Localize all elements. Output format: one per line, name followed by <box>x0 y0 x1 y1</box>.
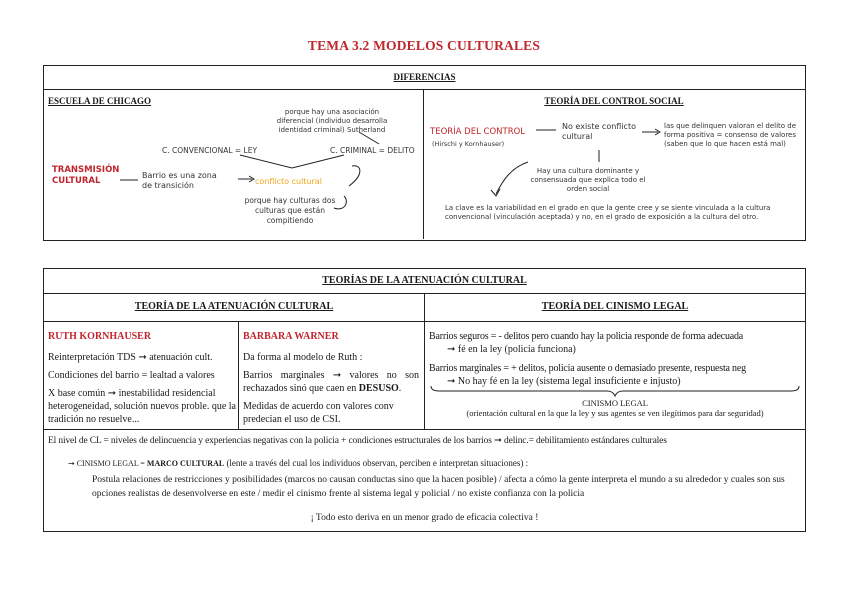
conflicto-label: conflicto cultural <box>255 177 322 186</box>
cinismo-line-3: Barrios marginales = + delitos, policia ausente o demasiado presente, respuesta neg <box>429 363 746 374</box>
marco-prefix: ➞ CINISMO LEGAL = <box>68 459 147 468</box>
cinismo-line-1: Barrios seguros = - delitos pero cuando hay la policia responde de forma adecuada <box>429 331 744 342</box>
association-connector <box>359 132 379 144</box>
no-existe-label: No existe conflicto cultural <box>562 122 636 141</box>
diferencias-heading: DIFERENCIAS <box>393 72 456 82</box>
barbara-cell <box>243 330 419 431</box>
cultura-dominante-label: Hay una cultura dominante y consensuada que explica todo el orden social <box>530 167 646 193</box>
cinismo-brace <box>425 384 805 398</box>
cinismo-cell <box>429 330 803 388</box>
chicago-arrows <box>44 90 424 240</box>
criminal-label: C. CRIMINAL = DELITO <box>330 146 415 155</box>
barrio-label: Barrio es una zona de transición <box>142 171 217 190</box>
barbara-point-2-text: Barrios marginales ➞ valores no son rechazados sinó que caen en <box>243 370 419 394</box>
barbara-point-2-end: . <box>398 383 402 394</box>
ruth-point-3: X base común ➞ inestabilidad residencial heterogeneidad, solución nuevos proble. que la tradición no resuelve... <box>48 388 236 425</box>
culturas-note: porque hay culturas dos culturas que están compitiendo <box>244 196 336 225</box>
cinismo-note: (orientación cultural en la que la ley y sus agentes se ven ilegítimos para dar seguridad) <box>466 408 764 418</box>
desuso-text: DESUSO <box>358 383 399 394</box>
marco-rest: (lente a través del cual los individuos observan, perciben e interpretan situaciones) : <box>224 458 529 468</box>
control-arrows <box>424 90 804 240</box>
curve-arrow-bottom <box>334 196 346 209</box>
marco-bold: MARCO CULTURAL <box>146 459 225 468</box>
curve-arrowhead <box>491 189 500 196</box>
cinismo-label: CINISMO LEGAL <box>582 398 648 408</box>
conclusion-text: ¡ Todo esto deriva en un menor grado de eficacia colectiva ! <box>310 513 539 523</box>
cinismo-line-4: ➞ No hay fé en la ley (sistema legal insuficiente e injusto) <box>447 376 681 387</box>
ley-delito-branch <box>240 155 344 168</box>
cinismo-heading: TEORÍA DEL CINISMO LEGAL <box>541 301 689 312</box>
ruth-name: RUTH KORNHAUSER <box>48 331 152 342</box>
cinismo-line-2: ➞ fé en la ley (policia funciona) <box>447 344 576 355</box>
barbara-point-1: Da forma al modelo de Ruth : <box>243 352 363 363</box>
barbara-name: BARBARA WARNER <box>243 331 339 342</box>
barbara-point-3: Medidas de acuerdo con valores conv predecian el uso de CSI. <box>243 401 394 425</box>
postula-text: Postula relaciones de restricciones y posibilidades (marcos no causan conductas sino que la hacen posible) / afecta a cómo la gente interpreta el mundo a su alrededor y cuales son sus opciones realistas de desenvolverse en este / medir el cinismo frente al sistema legal y policial / no existe confianza con la policia <box>92 475 785 499</box>
nivel-cl-text: El nivel de CL = niveles de delincuencia y experiencias negativas con la policia + condiciones estructurales de los barrios ➞ delinc.= debilitamiento estándares culturales <box>48 436 667 446</box>
ruth-point-1: Reinterpretación TDS ➞ atenuación cult. <box>48 352 213 363</box>
transmision-label: TRANSMISIÓN CULTURAL <box>52 165 120 186</box>
atenuacion-heading: TEORÍAS DE LA ATENUACIÓN CULTURAL <box>322 275 527 286</box>
curve-arrow <box>496 162 528 194</box>
chicago-heading: ESCUELA DE CHICAGO <box>48 96 152 106</box>
delinquen-label: las que delinquen valoran el delito de forma positiva = consenso de valores (saben que lo que hacen está mal) <box>664 122 797 148</box>
clave-label: La clave es la variabilidad en el grado en que la gente cree y se siente vinculada a la cultura convencional (vinculación aceptada) y no, en el grado de exposición a la cultura del otro. <box>445 204 771 221</box>
ruth-barbara-divider <box>238 321 239 429</box>
marco-cultural-text <box>68 457 803 470</box>
convencional-label: C. CONVENCIONAL = LEY <box>162 146 258 155</box>
curve-arrow-top <box>349 166 360 186</box>
control-heading: TEORÍA DEL CONTROL SOCIAL <box>544 96 684 106</box>
ruth-cell <box>48 330 236 431</box>
barbara-point-2 <box>243 369 419 395</box>
association-note: porque hay una asociación diferencial (individuo desarrolla identidad criminal) Sutherland <box>276 108 388 134</box>
control-authors: (Hirschi y Kornhauser) <box>432 140 505 148</box>
page-title: TEMA 3.2 MODELOS CULTURALES <box>307 38 541 53</box>
ruth-point-2: Condiciones del barrio = lealtad a valores <box>48 370 215 381</box>
atenuacion-left-heading: TEORÍA DE LA ATENUACIÓN CULTURAL <box>134 301 334 312</box>
teoria-control-label: TEORÍA DEL CONTROL <box>430 127 526 137</box>
